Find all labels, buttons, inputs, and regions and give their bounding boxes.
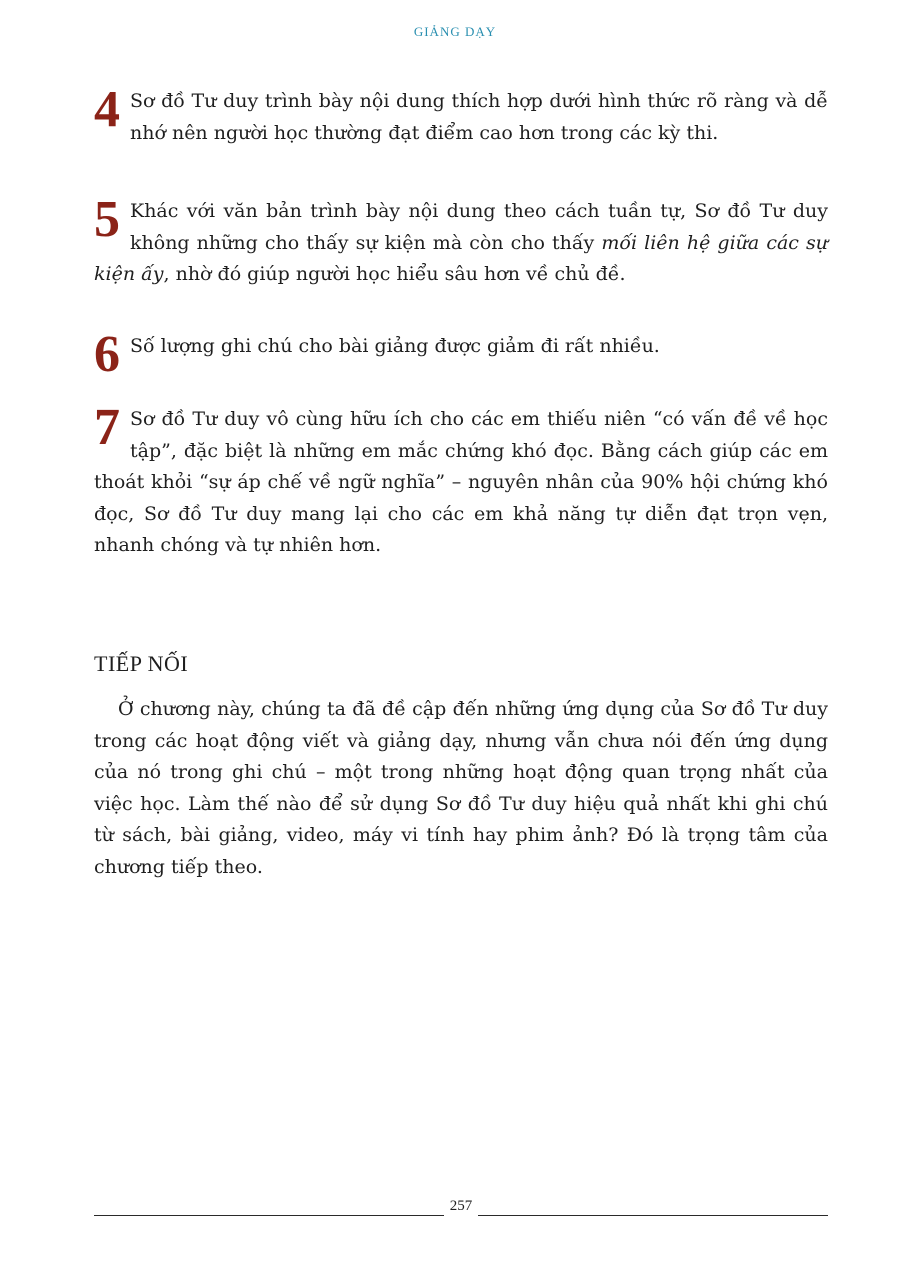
footer-rule-left xyxy=(94,1215,444,1216)
item-text: Sơ đồ Tư duy trình bày nội dung thích hợp dưới hình thức rõ ràng và dễ nhớ nên người học thường đạt điểm cao hơn trong các kỳ thi. xyxy=(130,90,828,144)
item-text: Sơ đồ Tư duy vô cùng hữu ích cho các em thiếu niên “có vấn đề về học tập”, đặc biệt là những em mắc chứng khó đọc. Bằng cách giúp các em thoát khỏi “sự áp chế về ngữ nghĩa” – nguyên nhân của 90% hội chứng khó đọc, Sơ đồ Tư duy mang lại cho các em khả năng tự diễn đạt trọn vẹn, nhanh chóng và tự nhiên hơn. xyxy=(94,408,828,556)
list-item-4 xyxy=(94,81,828,149)
running-header: GIẢNG DẠY xyxy=(413,24,497,39)
item-text: , nhờ đó giúp người học hiểu sâu hơn về chủ đề. xyxy=(163,263,626,285)
page-footer xyxy=(94,1198,828,1218)
item-number: 7 xyxy=(94,399,120,456)
item-number: 4 xyxy=(94,81,120,138)
list-item-7 xyxy=(94,399,828,562)
item-text-emphasis: mối liên hệ giữa các sự kiện ấy xyxy=(94,231,828,285)
item-number: 6 xyxy=(94,326,120,383)
item-number: 5 xyxy=(94,191,120,248)
footer-rule-right xyxy=(478,1215,828,1216)
item-text: Khác với văn bản trình bày nội dung theo cách tuần tự, Sơ đồ Tư duy không những cho thấy sự kiện mà còn cho thấy xyxy=(130,200,828,254)
section-body: Ở chương này, chúng ta đã đề cập đến những ứng dụng của Sơ đồ Tư duy trong các hoạt động viết và giảng dạy, nhưng vẫn chưa nói đến ứng dụng của nó trong ghi chú – một trong những hoạt động quan trọng nhất của việc học. Làm thế nào để sử dụng Sơ đồ Tư duy hiệu quả nhất khi ghi chú từ sách, bài giảng, video, máy vi tính hay phim ảnh? Đó là trọng tâm của chương tiếp theo. xyxy=(94,698,828,878)
page-number: 257 xyxy=(449,1198,473,1214)
item-text: Số lượng ghi chú cho bài giảng được giảm đi rất nhiều. xyxy=(130,335,660,357)
list-item-6 xyxy=(94,326,828,383)
section-title: TIẾP NỐI xyxy=(94,651,189,676)
list-item-5 xyxy=(94,191,828,291)
